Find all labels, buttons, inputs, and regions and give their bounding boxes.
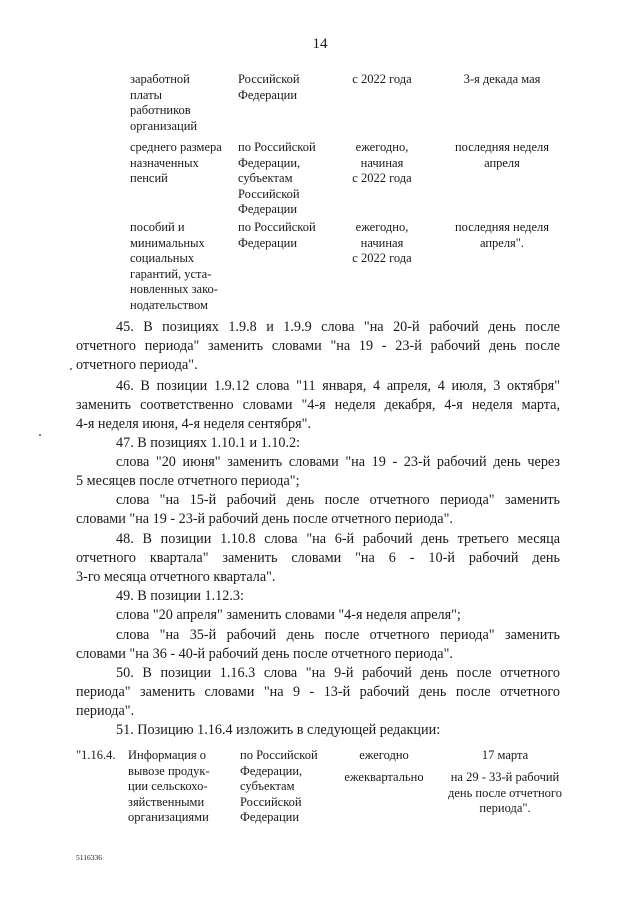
paragraph-line: периода". — [76, 703, 135, 719]
paragraph-line: 45. В позициях 1.9.8 и 1.9.9 слова "на 20-й рабочий день после — [116, 319, 560, 335]
paragraph-47 — [76, 434, 560, 453]
table-cell: среднего размера назначенных пенсий — [130, 140, 222, 185]
paragraph-46 — [76, 377, 560, 434]
table-cell: ежегодно, начиная с 2022 года — [352, 220, 412, 265]
scan-speck — [39, 434, 41, 436]
paragraph-45 — [76, 318, 560, 375]
table-cell: по Российской Федерации, субъектам Российской Федерации — [238, 140, 316, 216]
paragraph-49 — [76, 587, 560, 606]
position-number: "1.16.4. — [76, 748, 116, 762]
paragraph-49a — [76, 606, 560, 625]
paragraph-line: слова "на 35-й рабочий день после отчетного периода" заменить — [116, 627, 560, 643]
paragraph-line: 49. В позиции 1.12.3: — [116, 588, 244, 604]
table-cell: заработной платы работников организаций — [130, 72, 198, 133]
paragraph-line: отчетного периода". — [76, 357, 198, 373]
paragraph-47b — [76, 491, 560, 529]
periodicity-quarterly: ежеквартально — [344, 770, 424, 784]
paragraph-line: слова "20 апреля" заменить словами "4-я неделя апреля"; — [116, 607, 461, 623]
paragraph-line: 48. В позиции 1.10.8 слова "на 6-й рабочий день третьего месяца — [116, 531, 560, 547]
table-cell: последняя неделя апреля — [454, 140, 550, 170]
paragraph-line: 3-го месяца отчетного квартала". — [76, 569, 276, 585]
reporting-level: по Российской Федерации, субъектам Российской Федерации — [240, 748, 318, 824]
paragraph-line: слова "на 15-й рабочий день после отчетного периода" заменить — [116, 492, 560, 508]
paragraph-line: словами "на 36 - 40-й рабочий день после отчетного периода". — [76, 646, 453, 662]
paragraph-line: 51. Позицию 1.16.4 изложить в следующей редакции: — [116, 722, 441, 738]
indicator-name: Информация о вывозе продук- ции сельскохо- зяйственными организациями — [128, 748, 210, 824]
scan-speck — [70, 368, 72, 370]
paragraph-47a — [76, 453, 560, 491]
page-number: 14 — [312, 36, 328, 52]
table-cell: последняя неделя апреля". — [454, 220, 550, 250]
paragraph-line: периода" заменить словами "на 9 - 13-й рабочий день после отчетного — [76, 684, 560, 700]
paragraph-line: 5 месяцев после отчетного периода"; — [76, 473, 300, 489]
table-cell: с 2022 года — [352, 72, 412, 86]
paragraph-48 — [76, 530, 560, 587]
paragraph-line: отчетного квартала" заменить словами "на 6 - 10-й рабочий день — [76, 550, 560, 566]
table-cell: по Российской Федерации — [238, 220, 316, 250]
periodicity-annual: ежегодно — [359, 748, 409, 762]
deadline-annual: 17 марта — [481, 748, 529, 762]
paragraph-line: 46. В позиции 1.9.12 слова "11 января, 4 апреля, 4 июля, 3 октября" — [116, 378, 560, 394]
paragraph-line: 47. В позициях 1.10.1 и 1.10.2: — [116, 435, 301, 451]
paragraph-49b — [76, 626, 560, 664]
paragraph-line: слова "20 июня" заменить словами "на 19 - 23-й рабочий день через — [116, 454, 560, 470]
paragraph-line: словами "на 19 - 23-й рабочий день после отчетного периода". — [76, 511, 453, 527]
paragraph-50 — [76, 664, 560, 721]
deadline-quarterly: на 29 - 33-й рабочий день после отчетного периода". — [448, 770, 562, 815]
paragraph-line: 50. В позиции 1.16.3 слова "на 9-й рабочий день после отчетного — [116, 665, 560, 681]
paragraph-line: 4-я неделя июня, 4-я неделя сентября". — [76, 416, 312, 432]
paragraph-line: заменить соответственно словами "4-я неделя декабря, 4-я неделя марта, — [76, 397, 560, 413]
table-cell: пособий и минимальных социальных гарантий, уста- новленных зако- нодательством — [130, 220, 218, 312]
paragraph-51 — [76, 721, 560, 740]
paragraph-line: отчетного периода" заменить словами "на 19 - 23-й рабочий день после — [76, 338, 560, 354]
document-code: 5116336 — [76, 853, 102, 862]
table-cell: 3-я декада мая — [463, 72, 541, 86]
table-cell: Российской Федерации — [238, 72, 300, 102]
table-cell: ежегодно, начиная с 2022 года — [352, 140, 412, 185]
